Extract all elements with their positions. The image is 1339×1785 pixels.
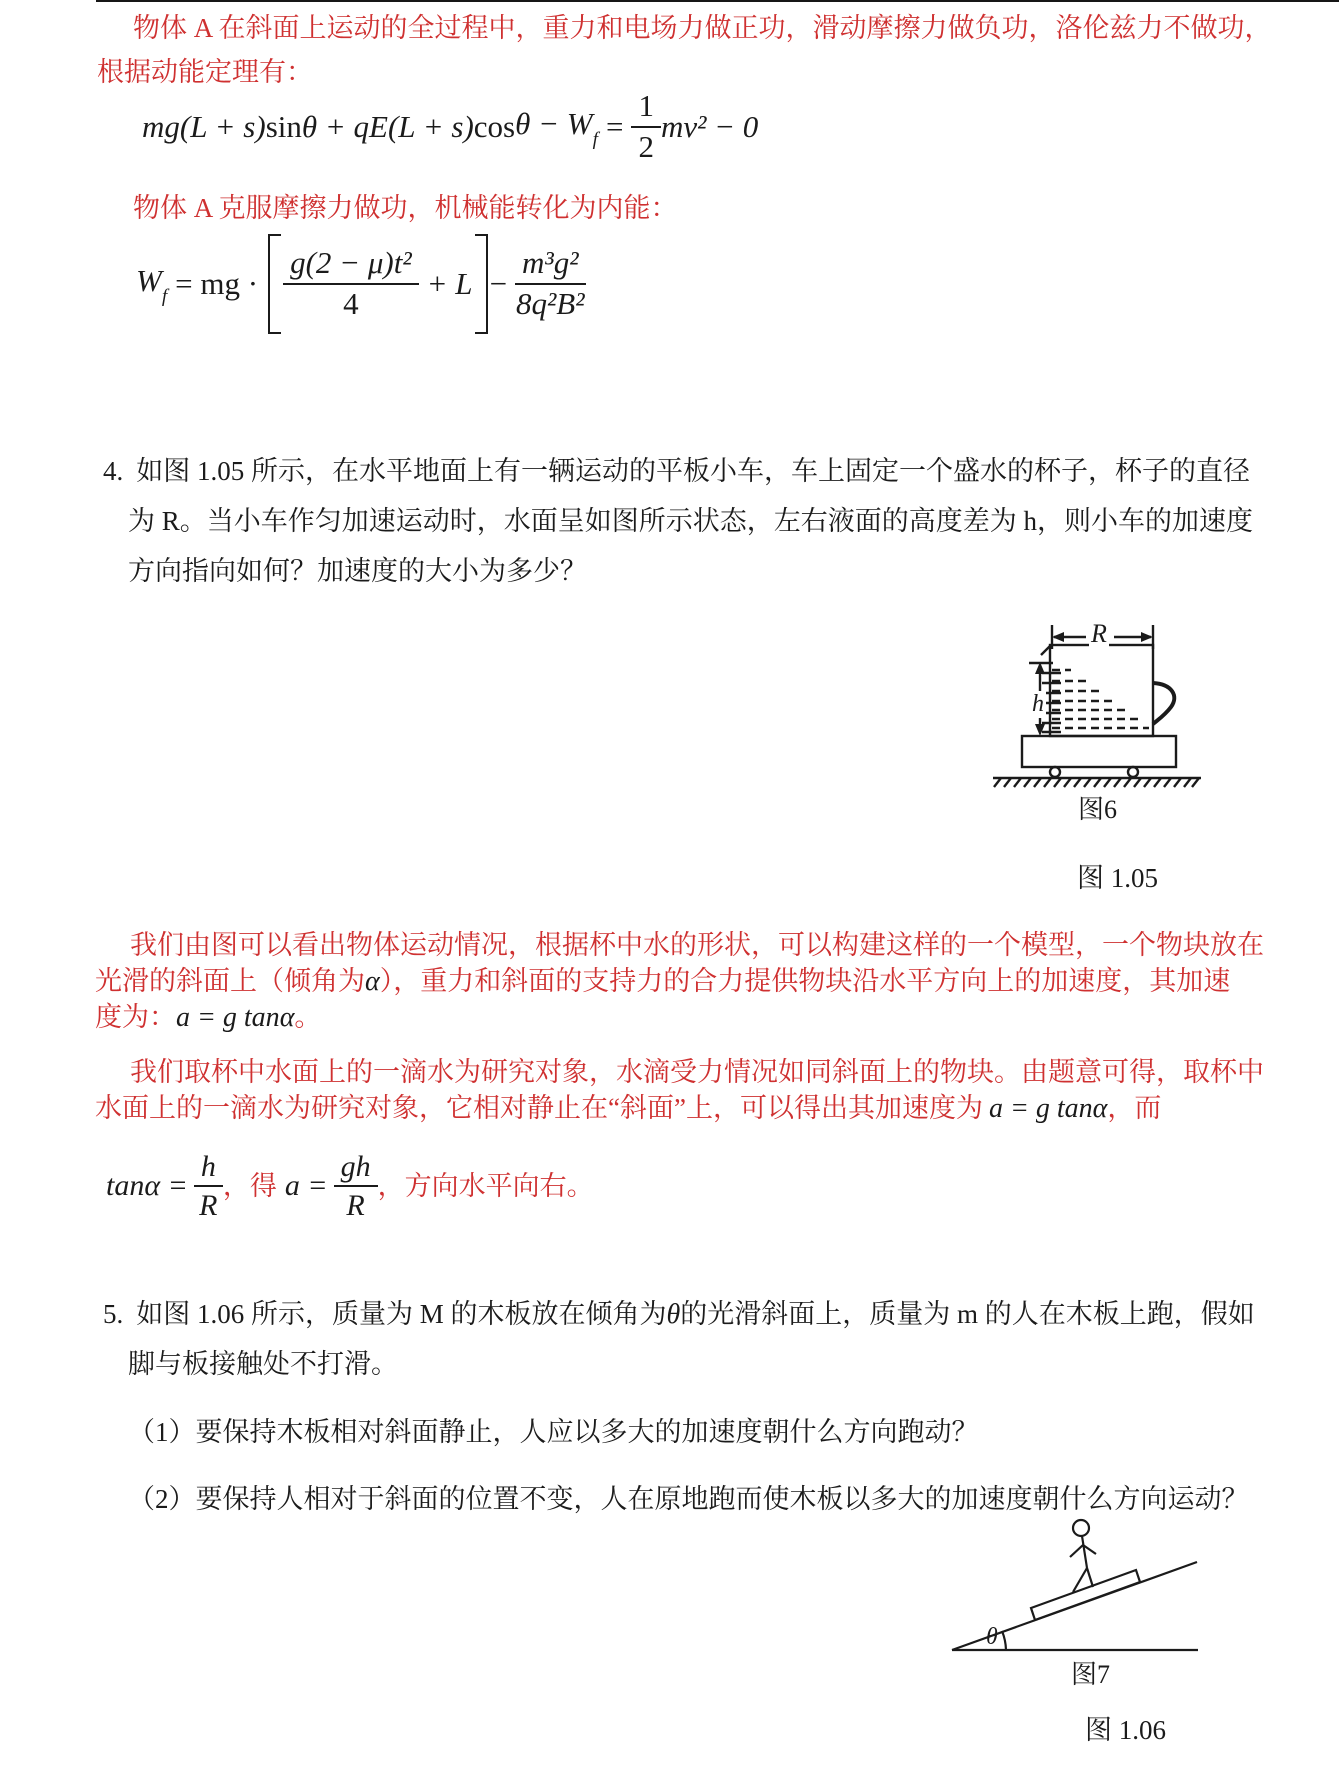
right-bracket (475, 234, 488, 334)
explanation-2-line-2: 水面上的一滴水为研究对象，它相对静止在“斜面”上，可以得出其加速度为 a = g tanα，而 (95, 1093, 1162, 1124)
problem-5-line-2: 脚与板接触处不打滑。 (128, 1349, 398, 1379)
problem-4-number: 4. (103, 456, 124, 486)
formula1-equals: = (605, 109, 624, 144)
problem-4-text-1: 如图 1.05 所示，在水平地面上有一辆运动的平板小车，车上固定一个盛水的杯子，杯子的直径 (136, 456, 1250, 486)
problem-5-question-1: （1）要保持木板相对斜面静止，人应以多大的加速度朝什么方向跑动？ (128, 1417, 979, 1447)
figure-1-05-caption: 图 1.05 (1077, 863, 1158, 893)
problem-5-line-1: 5. 如图 1.06 所示，质量为 M 的木板放在倾角为θ的光滑斜面上，质量为 m 的人在木板上跑，假如 (103, 1299, 1255, 1330)
gh-over-R-fraction: $\frac{gh}{R}$ (334, 1151, 378, 1222)
formula1-wf: $\theta - W_f$ (515, 106, 598, 151)
incline-angle-label: θ (986, 1624, 998, 1650)
result-fraction-line: tan α = $\frac{h}{R}$ ， 得 a = $\frac{gh}{R}$ ， 方向水平向右。 (106, 1149, 594, 1222)
explanation-1-line-2: 光滑的斜面上（倾角为α），重力和斜面的支持力的合力提供物块沿水平方向上的加速度，其加速 (95, 966, 1231, 997)
page-top-rule (96, 0, 1339, 2)
formula2-wf: $W_f$ (136, 263, 168, 308)
kinetic-energy-formula (142, 86, 758, 168)
formula1-sin: sin (265, 109, 302, 144)
friction-work-formula (136, 232, 586, 336)
explanation-1-line-3: 度为：a = g tanα。 (95, 1002, 322, 1033)
h-over-R-fraction: $\frac{h}{R}$ (194, 1151, 223, 1222)
cup-on-cart-diagram (985, 545, 1225, 795)
theta-symbol: θ (666, 1299, 681, 1330)
figure-1-05-drawing (985, 545, 1225, 795)
water-dashes (1052, 670, 1149, 728)
one-half-fraction: $\frac{1}{2}$ (631, 90, 661, 163)
formula2-fraction-2: $\frac{\text{m³g²}}{\text{8q²B²}}$ (516, 245, 585, 321)
problem-4-line-2: 为 R。当小车作匀加速运动时，水面呈如图所示状态，左右液面的高度差为 h，则小车的加速度 (128, 506, 1254, 536)
problem-4-line-1 (103, 455, 1250, 487)
formula1-term-1: mg(L + s) (142, 109, 266, 144)
alpha-symbol: α (365, 966, 380, 997)
formula2-plus-L: + L (426, 266, 473, 301)
intro-red-line-2: 根据动能定理有： (97, 57, 313, 87)
friction-work-red-line: 物体 A 克服摩擦力做功，机械能转化为内能： (133, 193, 678, 223)
problem-5-question-2: （2）要保持人相对于斜面的位置不变，人在原地跑而使木板以多大的加速度朝什么方向运动？ (128, 1484, 1249, 1514)
tan-function: tan (106, 1169, 145, 1202)
formula1-rhs: mv² − 0 (660, 109, 759, 144)
formula2-minus: − (489, 266, 508, 301)
figure-1-06-caption: 图 1.06 (1085, 1715, 1166, 1745)
explanation-1-line-1: 我们由图可以看出物体运动情况，根据杯中水的形状，可以构建这样的一个模型，一个物块放在 (130, 930, 1264, 960)
explanation-2-line-1: 我们取杯中水面上的一滴水为研究对象，水滴受力情况如同斜面上的物块。由题意可得，取杯中 (130, 1057, 1264, 1087)
incline-person-diagram (930, 1500, 1220, 1660)
problem-5-number: 5. (103, 1299, 124, 1329)
figure-1-06-drawing (930, 1500, 1220, 1660)
intro-red-line-1: 物体 A 在斜面上运动的全过程中，重力和电场力做正功，滑动摩擦力做负功，洛伦兹力不做功， (133, 13, 1272, 43)
formula1-term-2: θ + qE(L + s) (301, 109, 474, 144)
figure-7-inner-caption: 图7 (1071, 1660, 1111, 1689)
formula2-equals: = mg · (175, 266, 259, 301)
cup-width-label: R (1091, 619, 1107, 648)
problem-4-line-3: 方向指向如何？加速度的大小为多少？ (128, 556, 587, 586)
formula1-cos: cos (473, 109, 516, 144)
figure-6-inner-caption: 图6 (1078, 795, 1118, 824)
left-bracket (268, 234, 281, 334)
formula2-fraction-1: $\frac{\text{g(2 − μ)t²}}{4}$ (283, 247, 419, 320)
water-height-label: h (1032, 691, 1044, 717)
